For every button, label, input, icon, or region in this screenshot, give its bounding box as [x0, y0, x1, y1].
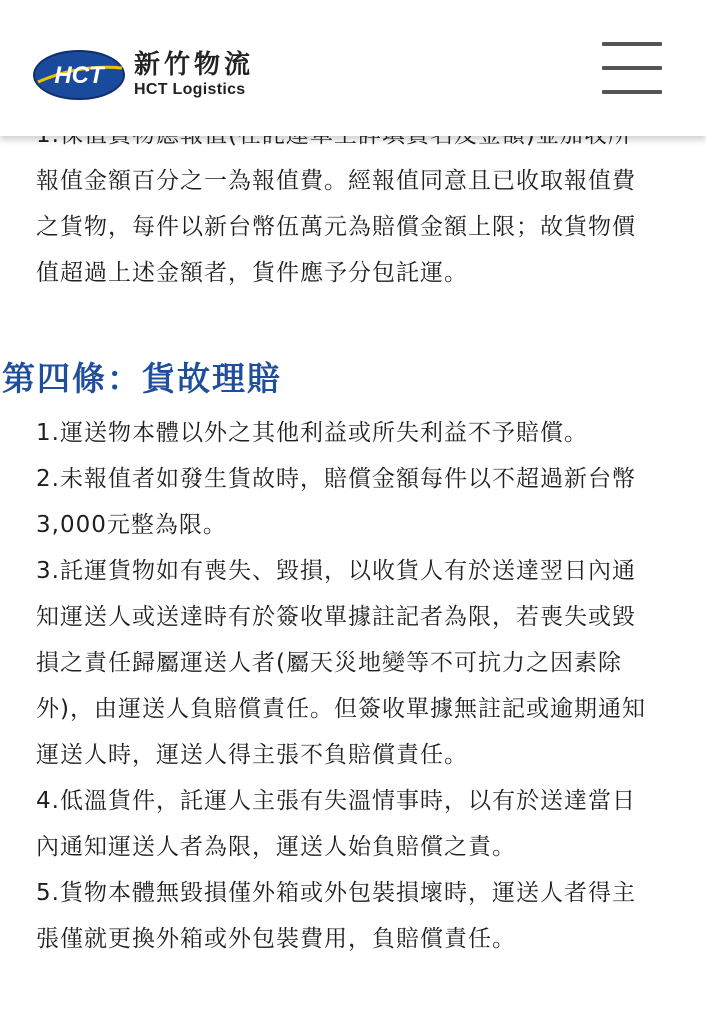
- section-text-line: 3,000元整為限。: [36, 512, 227, 538]
- section-text-line: 外)，由運送人負賠償責任。但簽收單據無註記或逾期通知: [36, 696, 646, 722]
- menu-bar-middle: [602, 66, 662, 70]
- section-text-line: 3.託運貨物如有喪失、毀損，以收貨人有於送達翌日內通: [36, 558, 636, 584]
- menu-bar-bottom: [602, 90, 662, 94]
- site-header: [0, 0, 706, 136]
- section-text-line: 4.低溫貨件，託運人主張有失溫情事時，以有於送達當日: [36, 788, 636, 814]
- hct-logo[interactable]: [32, 46, 254, 104]
- section-text-line: 張僅就更換外箱或外包裝費用，負賠償責任。: [36, 926, 516, 952]
- section-text-line: 1.運送物本體以外之其他利益或所失利益不予賠償。: [36, 420, 588, 446]
- logo-text: [134, 50, 254, 100]
- prev-text-line: 報值金額百分之一為報值費。經報值同意且已收取報值費: [36, 168, 636, 194]
- prev-text-line: 之貨物，每件以新台幣伍萬元為賠償金額上限；故貨物價: [36, 214, 636, 240]
- hct-logo-badge-icon: [32, 46, 126, 104]
- section-title: 第四條：貨故理賠: [2, 359, 282, 398]
- logo-name-zh: 新竹物流: [134, 50, 255, 80]
- section-text-line: 2.未報值者如發生貨故時，賠償金額每件以不超過新台幣: [36, 466, 636, 492]
- section-text-line: 5.貨物本體無毀損僅外箱或外包裝損壞時，運送人者得主: [36, 880, 636, 906]
- logo-badge-text: HCT: [54, 62, 104, 89]
- section-text-line: 損之責任歸屬運送人者(屬天災地變等不可抗力之因素除: [36, 650, 622, 676]
- section-text-line: 運送人時，運送人得主張不負賠償責任。: [36, 742, 468, 768]
- section-text-line: 內通知運送人者為限，運送人始負賠償之責。: [36, 834, 516, 860]
- prev-text-line: 值超過上述金額者，貨件應予分包託運。: [36, 260, 468, 286]
- hamburger-menu-icon[interactable]: [598, 40, 664, 96]
- menu-bar-top: [602, 42, 662, 46]
- section-text-line: 知運送人或送達時有於簽收單據註記者為限，若喪失或毀: [36, 604, 636, 630]
- logo-name-en: HCT Logistics: [134, 81, 246, 98]
